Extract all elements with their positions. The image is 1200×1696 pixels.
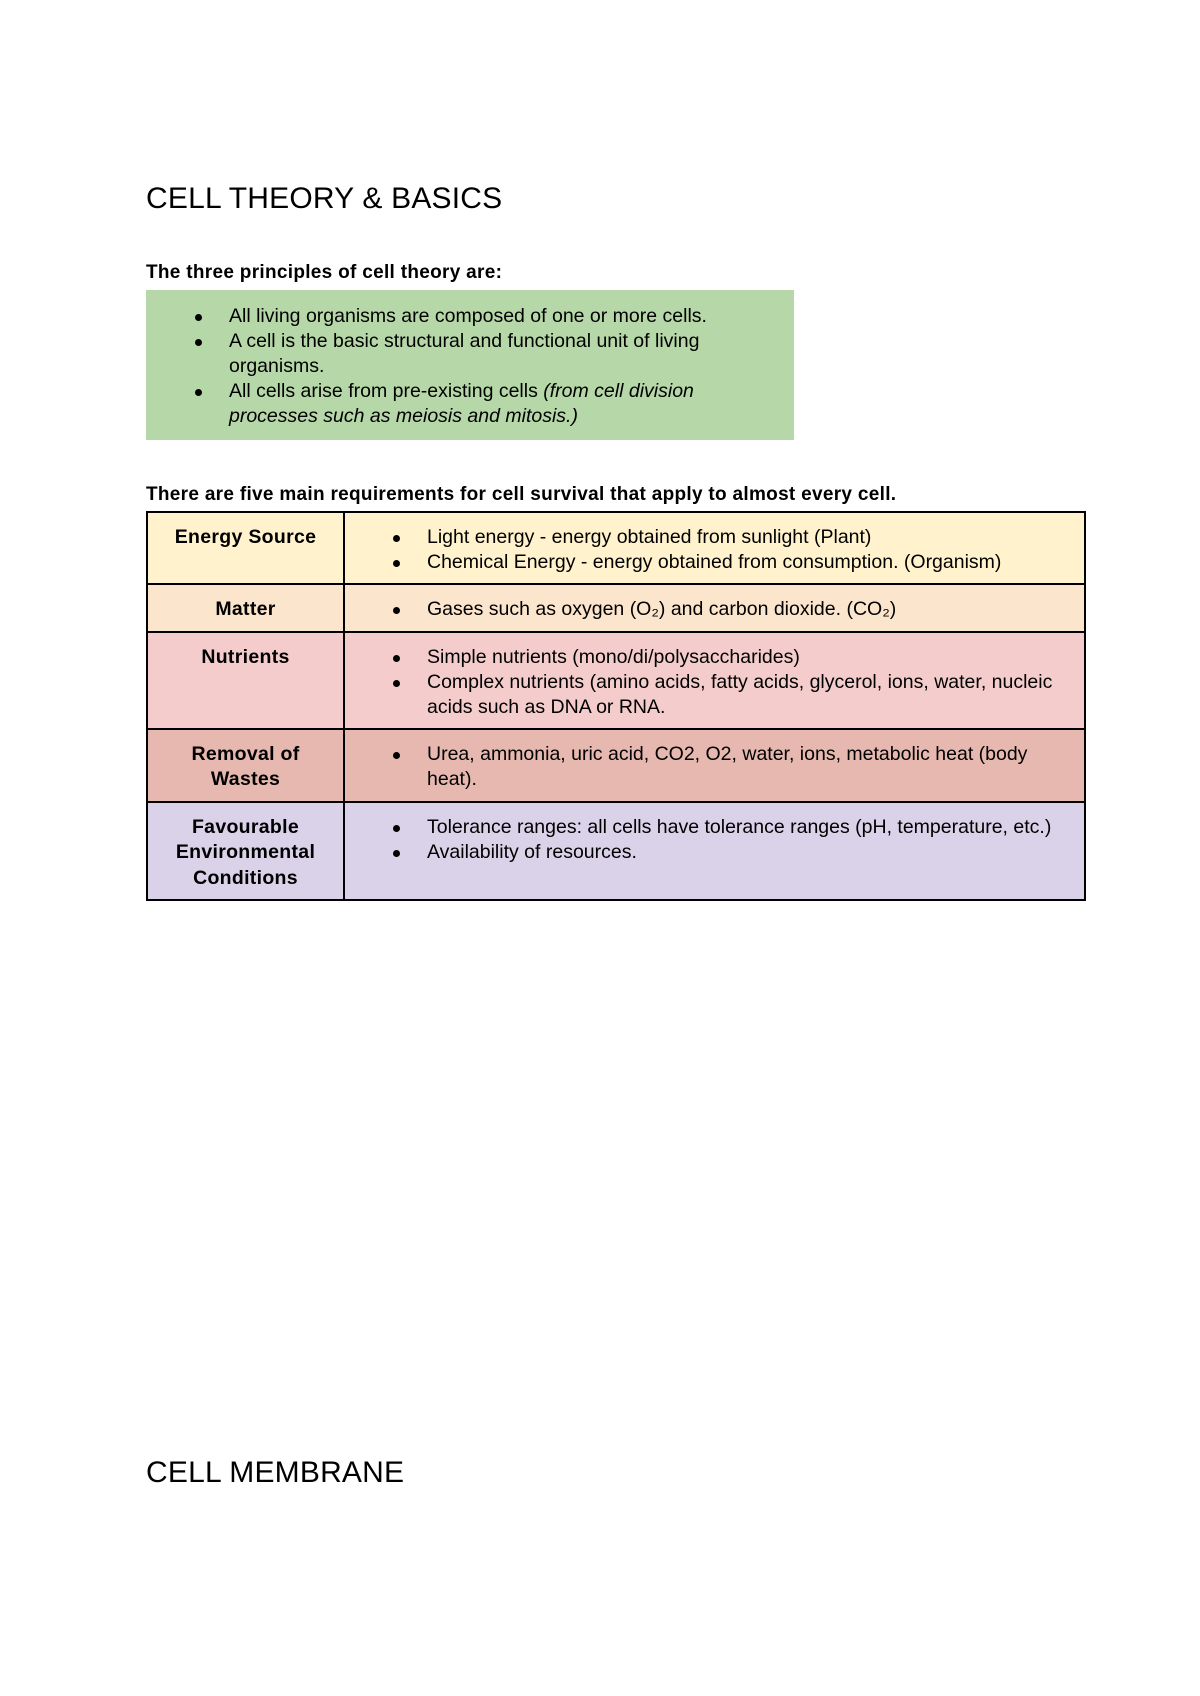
requirement-details — [344, 729, 1085, 802]
principle-text: A cell is the basic structural and functional unit of living organisms. — [229, 330, 700, 377]
principle-item — [146, 304, 794, 329]
list-item — [345, 670, 1076, 720]
bullet-icon — [393, 752, 400, 759]
requirement-label: Nutrients — [147, 632, 344, 729]
requirement-item-text: Simple nutrients (mono/di/polysaccharides) — [427, 645, 800, 668]
list-item — [345, 742, 1076, 792]
principles-list — [146, 304, 794, 429]
list-item — [345, 840, 1076, 865]
list-item — [345, 815, 1076, 840]
requirement-item-text: Availability of resources. — [427, 840, 637, 863]
requirement-details — [344, 802, 1085, 901]
principle-item — [146, 329, 794, 379]
bullet-icon — [393, 680, 400, 687]
requirement-details — [344, 512, 1085, 584]
bullet-icon — [393, 825, 400, 832]
requirement-label: Energy Source — [147, 512, 344, 584]
principle-text: All cells arise from pre-existing cells — [229, 380, 544, 402]
table-row — [147, 512, 1085, 584]
list-item — [345, 525, 1076, 550]
requirement-item-text: Urea, ammonia, uric acid, CO2, O2, water, ions, metabolic heat (body heat). — [427, 742, 1028, 790]
table-row — [147, 729, 1085, 802]
requirement-details — [344, 584, 1085, 632]
bullet-icon — [393, 607, 400, 614]
table-row — [147, 802, 1085, 901]
requirement-label: Removal of Wastes — [147, 729, 344, 802]
principles-intro: The three principles of cell theory are: — [146, 262, 503, 283]
bullet-icon — [393, 850, 400, 857]
table-row — [147, 632, 1085, 729]
principles-box — [146, 290, 794, 440]
principle-italic-note: (from cell division processes such as meiosis and mitosis.) — [229, 380, 694, 427]
requirements-table — [146, 511, 1086, 901]
list-item — [345, 550, 1076, 575]
requirement-item-text: Tolerance ranges: all cells have tolerance ranges (pH, temperature, etc.) — [427, 815, 1052, 838]
bullet-icon — [195, 339, 202, 346]
requirement-item-text: Gases such as oxygen (O₂) and carbon dioxide. (CO₂) — [427, 598, 897, 620]
principle-text: All living organisms are composed of one or more cells. — [229, 305, 707, 327]
bullet-icon — [393, 535, 400, 542]
requirement-label: Favourable Environmental Conditions — [147, 802, 344, 901]
list-item — [345, 597, 1076, 622]
requirement-details — [344, 632, 1085, 729]
principle-item — [146, 379, 794, 429]
requirement-label: Matter — [147, 584, 344, 632]
list-item — [345, 645, 1076, 670]
section-title-cell-theory: CELL THEORY & BASICS — [146, 182, 503, 215]
section-title-cell-membrane: CELL MEMBRANE — [146, 1456, 405, 1489]
bullet-icon — [393, 655, 400, 662]
bullet-icon — [195, 389, 202, 396]
bullet-icon — [195, 314, 202, 321]
requirement-item-text: Light energy - energy obtained from sunlight (Plant) — [427, 526, 872, 548]
requirement-item-text: Chemical Energy - energy obtained from consumption. (Organism) — [427, 551, 1002, 573]
requirements-intro: There are five main requirements for cell survival that apply to almost every cell. — [146, 484, 897, 505]
table-row — [147, 584, 1085, 632]
bullet-icon — [393, 560, 400, 567]
requirement-item-text: Complex nutrients (amino acids, fatty acids, glycerol, ions, water, nucleic acids such as DNA or RNA. — [427, 670, 1053, 718]
